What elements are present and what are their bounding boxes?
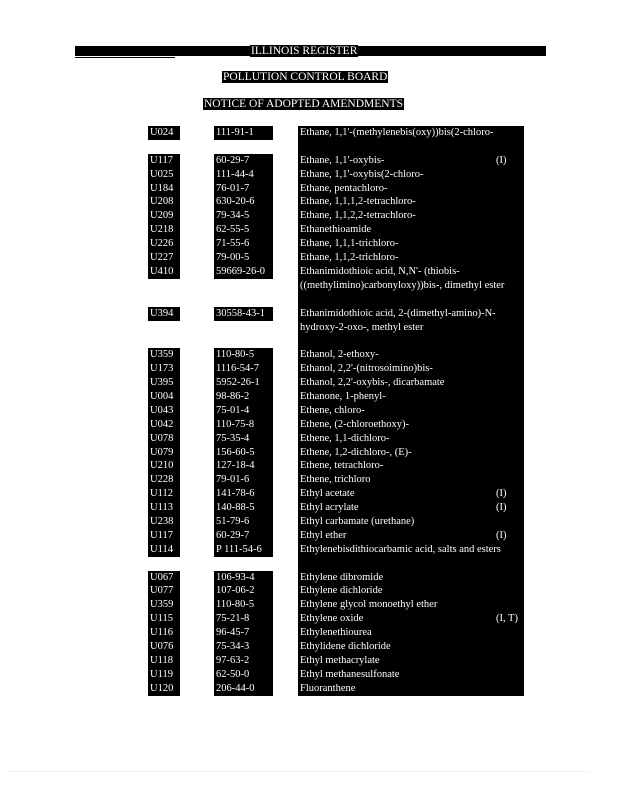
substance-name: Ethyl methacrylate: [298, 654, 524, 668]
cas-number: 79-01-6: [214, 473, 273, 487]
register-title: ILLINOIS REGISTER: [251, 45, 358, 57]
table-row: [148, 404, 524, 418]
table-row: [148, 654, 524, 668]
cas-number: 30558-43-1: [214, 307, 273, 321]
table-row: [148, 473, 524, 487]
table-row: [148, 682, 524, 696]
header-rule-thin: [75, 57, 175, 58]
table-row: [148, 598, 524, 612]
waste-code: U238: [148, 515, 180, 529]
waste-code: U117: [148, 154, 180, 168]
cas-number: 76-01-7: [214, 182, 273, 196]
cas-number: 206-44-0: [214, 682, 273, 696]
table-row: [148, 237, 524, 251]
waste-code: U112: [148, 487, 180, 501]
substance-name: Ethylene dichloride: [298, 584, 524, 598]
cas-number: 127-18-4: [214, 459, 273, 473]
substance-name: Ethanol, 2,2'-(nitrosoimino)bis-: [298, 362, 524, 376]
waste-code: U209: [148, 209, 180, 223]
cas-number: 110-80-5: [214, 348, 273, 362]
substance-name: Ethene, (2-chloroethoxy)-: [298, 418, 524, 432]
waste-code: U042: [148, 418, 180, 432]
waste-code: U226: [148, 237, 180, 251]
table-row: [148, 223, 524, 237]
cas-number: 110-75-8: [214, 418, 273, 432]
waste-code: U208: [148, 195, 180, 209]
hazard-code: (I): [496, 529, 507, 541]
cas-number: 60-29-7: [214, 529, 273, 543]
waste-code: U228: [148, 473, 180, 487]
cas-number: 97-63-2: [214, 654, 273, 668]
table-row: [148, 612, 524, 626]
table-row: [148, 459, 524, 473]
substance-name: Ethylenethiourea: [298, 626, 524, 640]
table-row: [148, 446, 524, 460]
table-row: [148, 626, 524, 640]
substance-name: Ethane, 1,1,1-trichloro-: [298, 237, 524, 251]
substance-name: Ethanimidothioic acid, 2-(dimethyl-amino)-N-hydroxy-2-oxo-, methyl ester: [298, 307, 524, 349]
waste-code: U025: [148, 168, 180, 182]
waste-code: U079: [148, 446, 180, 460]
table-row: [148, 362, 524, 376]
cas-number: 5952-26-1: [214, 376, 273, 390]
waste-code: U115: [148, 612, 180, 626]
table-row: [148, 432, 524, 446]
cas-number: 110-80-5: [214, 598, 273, 612]
table-row: [148, 543, 524, 571]
cas-number: 111-44-4: [214, 168, 273, 182]
table-row: [148, 195, 524, 209]
cas-number: 107-06-2: [214, 584, 273, 598]
substance-name: Ethane, 1,1'-(methylenebis(oxy))bis(2-chloro-: [298, 126, 524, 154]
cas-number: 51-79-6: [214, 515, 273, 529]
table-row: [148, 126, 524, 154]
substance-name: Ethene, 1,1-dichloro-: [298, 432, 524, 446]
substance-name: Ethane, 1,1'-oxybis-: [298, 154, 524, 168]
table-row: [148, 390, 524, 404]
cas-number: 59669-26-0: [214, 265, 273, 279]
substance-name: Ethane, 1,1,1,2-tetrachloro-: [298, 195, 524, 209]
substance-name: Ethyl methanesulfonate: [298, 668, 524, 682]
cas-number: 62-50-0: [214, 668, 273, 682]
waste-code: U119: [148, 668, 180, 682]
cas-number: 75-01-4: [214, 404, 273, 418]
hazard-code: (I): [496, 502, 507, 514]
cas-number: 60-29-7: [214, 154, 273, 168]
cas-number: 141-78-6: [214, 487, 273, 501]
waste-code: U067: [148, 571, 180, 585]
table-row: [148, 584, 524, 598]
cas-number: 71-55-6: [214, 237, 273, 251]
table-row: [148, 640, 524, 654]
waste-code: U117: [148, 529, 180, 543]
waste-code: U218: [148, 223, 180, 237]
waste-code: U118: [148, 654, 180, 668]
cas-number: 75-35-4: [214, 432, 273, 446]
waste-code: U114: [148, 543, 180, 557]
substance-name: Ethanol, 2,2'-oxybis-, dicarbamate: [298, 376, 524, 390]
table-row: [148, 307, 524, 349]
waste-code: U004: [148, 390, 180, 404]
notice-title: NOTICE OF ADOPTED AMENDMENTS: [204, 98, 404, 110]
table-row: [148, 529, 524, 543]
substance-name: Ethane, 1,1'-oxybis(2-chloro-: [298, 168, 524, 182]
waste-code: U210: [148, 459, 180, 473]
cas-number: P 111-54-6: [214, 543, 273, 557]
table-row: [148, 376, 524, 390]
cas-number: 156-60-5: [214, 446, 273, 460]
cas-number: 75-34-3: [214, 640, 273, 654]
waste-code: U077: [148, 584, 180, 598]
substance-name: Fluoranthene: [298, 682, 524, 696]
waste-code: U076: [148, 640, 180, 654]
waste-code: U173: [148, 362, 180, 376]
cas-number: 1116-54-7: [214, 362, 273, 376]
substance-name: Ethylene oxide: [298, 612, 524, 626]
table-row: [148, 418, 524, 432]
waste-code: U043: [148, 404, 180, 418]
substance-name: Ethylene glycol monoethyl ether: [298, 598, 524, 612]
substance-name: Ethanimidothioic acid, N,N'- (thiobis-((methylimino)carbonyloxy))bis-, dimethyl ester: [298, 265, 524, 307]
waste-code: U184: [148, 182, 180, 196]
table-row: [148, 251, 524, 265]
cas-number: 75-21-8: [214, 612, 273, 626]
table-row: [148, 182, 524, 196]
waste-code: U113: [148, 501, 180, 515]
hazard-code: (I): [496, 488, 507, 500]
cas-number: 96-45-7: [214, 626, 273, 640]
substance-name: Ethylene dibromide: [298, 571, 524, 585]
cas-number: 630-20-6: [214, 195, 273, 209]
substance-name: Ethene, chloro-: [298, 404, 524, 418]
hazard-code: (I): [496, 154, 507, 166]
substance-name: Ethane, 1,1,2-trichloro-: [298, 251, 524, 265]
waste-code: U024: [148, 126, 180, 140]
waste-code: U078: [148, 432, 180, 446]
substance-name: Ethene, tetrachloro-: [298, 459, 524, 473]
table-row: [148, 487, 524, 501]
waste-code: U359: [148, 348, 180, 362]
table-row: [148, 209, 524, 223]
cas-number: 62-55-5: [214, 223, 273, 237]
substance-name: Ethylenebisdithiocarbamic acid, salts and esters: [298, 543, 524, 571]
hazard-code: (I, T): [496, 613, 518, 625]
substance-name: Ethylidene dichloride: [298, 640, 524, 654]
substance-name: Ethanol, 2-ethoxy-: [298, 348, 524, 362]
waste-code: U394: [148, 307, 180, 321]
table-row: [148, 348, 524, 362]
substance-name: Ethyl acrylate: [298, 501, 524, 515]
substance-name: Ethane, pentachloro-: [298, 182, 524, 196]
substance-name: Ethene, 1,2-dichloro-, (E)-: [298, 446, 524, 460]
substance-name: Ethyl ether: [298, 529, 524, 543]
substance-name: Ethyl carbamate (urethane): [298, 515, 524, 529]
substance-name: Ethyl acetate: [298, 487, 524, 501]
table-row: [148, 154, 524, 168]
page-footer-line: [8, 771, 590, 772]
waste-code: U410: [148, 265, 180, 279]
waste-code: U120: [148, 682, 180, 696]
table-row: [148, 515, 524, 529]
cas-number: 79-00-5: [214, 251, 273, 265]
waste-code: U227: [148, 251, 180, 265]
cas-number: 79-34-5: [214, 209, 273, 223]
cas-number: 140-88-5: [214, 501, 273, 515]
waste-code: U116: [148, 626, 180, 640]
board-title: POLLUTION CONTROL BOARD: [223, 71, 388, 83]
cas-number: 111-91-1: [214, 126, 273, 140]
table-row: [148, 668, 524, 682]
waste-code-table: [148, 126, 524, 696]
substance-name: Ethanethioamide: [298, 223, 524, 237]
cas-number: 98-86-2: [214, 390, 273, 404]
table-row: [148, 501, 524, 515]
waste-code: U359: [148, 598, 180, 612]
waste-code: U395: [148, 376, 180, 390]
substance-name: Ethane, 1,1,2,2-tetrachloro-: [298, 209, 524, 223]
cas-number: 106-93-4: [214, 571, 273, 585]
table-row: [148, 571, 524, 585]
table-row: [148, 168, 524, 182]
table-row: [148, 265, 524, 307]
substance-name: Ethene, trichloro: [298, 473, 524, 487]
substance-name: Ethanone, 1-phenyl-: [298, 390, 524, 404]
